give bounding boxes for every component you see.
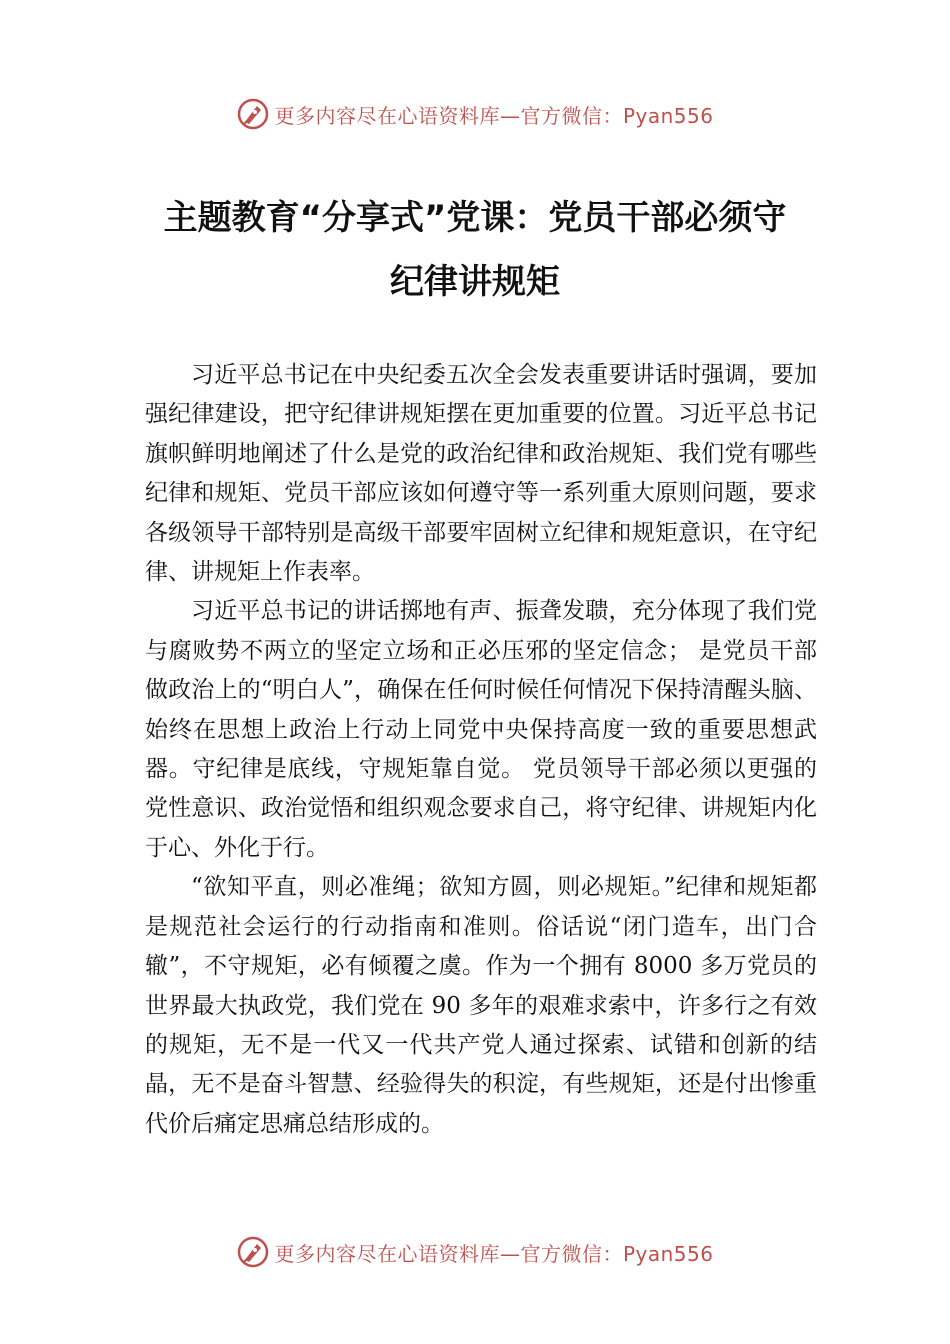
header-banner-text: 更多内容尽在心语资料库—官方微信：Pyan556 (274, 103, 714, 128)
header-banner (0, 94, 950, 134)
document-body (145, 356, 817, 1144)
pen-nib-logo-icon (236, 1235, 270, 1269)
document-title-line1: 主题教育“分享式”党课：党员干部必须守 (163, 198, 787, 238)
document-title-line2: 纪律讲规矩 (390, 262, 560, 302)
pen-nib-logo-icon (236, 97, 270, 131)
footer-banner (0, 1232, 950, 1272)
paragraph-2: 习近平总书记的讲话掷地有声、振聋发聩，充分体现了我们党与腐败势不两立的坚定立场和正必压邪的坚定信念； 是党员干部做政治上的“明白人”，确保在任何时候任何情况下保持清醒头脑、始终在思想上政治上行动上同党中央保持高度一致的重要思想武器。守纪律是底线，守规矩靠自觉。 党员领导干部必须以更强的党性意识、政治觉悟和组织观念要求自己，将守纪律、讲规矩内化于心、外化于行。 (145, 598, 817, 861)
footer-banner-text: 更多内容尽在心语资料库—官方微信：Pyan556 (274, 1241, 714, 1266)
paragraph-1: 习近平总书记在中央纪委五次全会发表重要讲话时强调，要加强纪律建设，把守纪律讲规矩摆在更加重要的位置。习近平总书记旗帜鲜明地阐述了什么是党的政治纪律和政治规矩、我们党有哪些纪律和规矩、党员干部应该如何遵守等一系列重大原则问题，要求各级领导干部特别是高级干部要牢固树立纪律和规矩意识，在守纪律、讲规矩上作表率。 (145, 362, 817, 586)
paragraph-3: “欲知平直，则必准绳；欲知方圆，则必规矩。”纪律和规矩都是规范社会运行的行动指南和准则。俗话说“闭门造车，出门合辙”，不守规矩，必有倾覆之虞。作为一个拥有 8000 多万党员的世界最大执政党，我们党在 90 多年的艰难求索中，许多行之有效的规矩，无不是一代又一代共产党人通过探索、试错和创新的结晶，无不是奋斗智慧、经验得失的积淀，有些规矩，还是付出惨重代价后痛定思痛总结形成的。 (145, 874, 817, 1137)
